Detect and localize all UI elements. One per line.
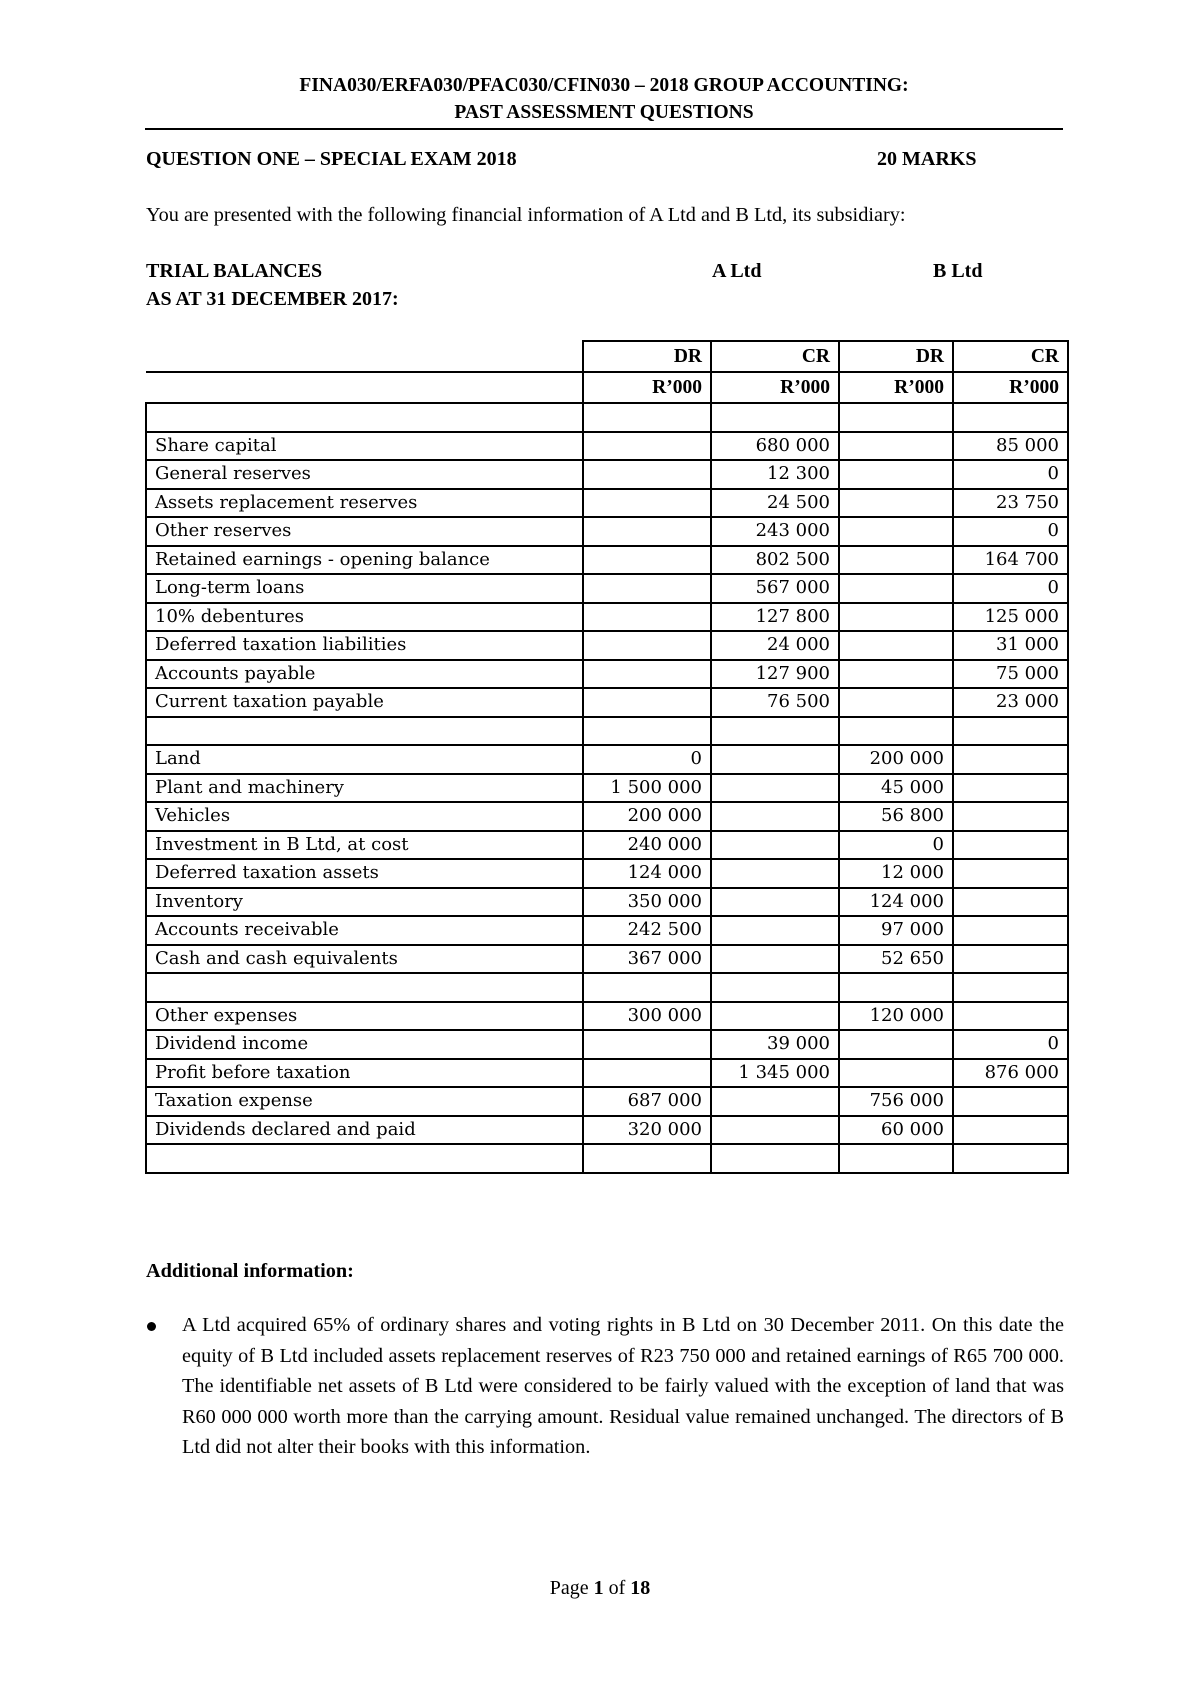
cell-b-cr — [953, 1087, 1068, 1116]
cell-b-cr: 164 700 — [953, 546, 1068, 575]
cell-a-cr: 802 500 — [711, 546, 839, 575]
cell-b-dr — [839, 432, 953, 461]
cell-b-cr — [953, 717, 1068, 746]
cell-a-cr: 39 000 — [711, 1030, 839, 1059]
row-label — [146, 717, 583, 746]
cell-b-cr — [953, 1002, 1068, 1031]
cell-a-cr: 12 300 — [711, 460, 839, 489]
cell-b-dr — [839, 1144, 953, 1173]
cell-a-dr — [583, 1030, 711, 1059]
cell-b-dr — [839, 403, 953, 432]
row-label: Deferred taxation assets — [146, 859, 583, 888]
question-marks: 20 MARKS — [877, 148, 977, 170]
additional-info-heading: Additional information: — [146, 1260, 354, 1282]
question-intro: You are presented with the following financial information of A Ltd and B Ltd, its subsidiary: — [146, 204, 906, 226]
page-total: 18 — [630, 1577, 651, 1599]
cell-a-cr — [711, 859, 839, 888]
row-label: Accounts payable — [146, 660, 583, 689]
cell-b-cr: 31 000 — [953, 631, 1068, 660]
row-label: Plant and machinery — [146, 774, 583, 803]
row-label: Cash and cash equivalents — [146, 945, 583, 974]
cell-a-cr: 1 345 000 — [711, 1059, 839, 1088]
table-row — [146, 574, 1068, 603]
cell-b-cr: 85 000 — [953, 432, 1068, 461]
table-row — [146, 489, 1068, 518]
cell-b-dr — [839, 631, 953, 660]
cell-b-dr — [839, 460, 953, 489]
additional-info-bullet-1: A Ltd acquired 65% of ordinary shares and voting rights in B Ltd on 30 December 2011. On this date the equity of B Ltd included assets replacement reserves of R23 750 000 and retained earnings of R65 700 000. The identifiable net assets of B Ltd were considered to be fairly valued with the exception of land that was R60 000 000 worth more than the carrying amount. Residual value remained unchanged. The directors of B Ltd did not alter their books with this information. — [182, 1314, 1064, 1458]
cell-b-cr: 876 000 — [953, 1059, 1068, 1088]
table-row — [146, 460, 1068, 489]
table-row — [146, 745, 1068, 774]
cell-b-cr — [953, 859, 1068, 888]
table-row — [146, 888, 1068, 917]
document-header-line2: PAST ASSESSMENT QUESTIONS — [454, 102, 754, 123]
cell-a-cr: 76 500 — [711, 688, 839, 717]
cell-b-cr — [953, 945, 1068, 974]
cell-b-cr: 0 — [953, 517, 1068, 546]
cell-a-cr: 24 500 — [711, 489, 839, 518]
cell-b-cr — [953, 1116, 1068, 1145]
cell-a-dr — [583, 1144, 711, 1173]
row-label: Deferred taxation liabilities — [146, 631, 583, 660]
cell-b-dr: 200 000 — [839, 745, 953, 774]
table-row — [146, 546, 1068, 575]
cell-b-cr — [953, 745, 1068, 774]
cell-a-dr: 240 000 — [583, 831, 711, 860]
cell-a-cr — [711, 774, 839, 803]
table-row — [146, 688, 1068, 717]
cell-a-dr — [583, 574, 711, 603]
row-label: Land — [146, 745, 583, 774]
header-divider — [145, 128, 1063, 130]
row-label: Dividend income — [146, 1030, 583, 1059]
table-row — [146, 1059, 1068, 1088]
a-dr-header: DR — [583, 341, 711, 372]
b-cr-header: CR — [953, 341, 1068, 372]
table-row — [146, 1116, 1068, 1145]
cell-b-cr — [953, 1144, 1068, 1173]
cell-b-cr — [953, 831, 1068, 860]
cell-a-cr — [711, 973, 839, 1002]
cell-b-dr — [839, 717, 953, 746]
b-dr-header: DR — [839, 341, 953, 372]
cell-a-dr: 350 000 — [583, 888, 711, 917]
cell-a-dr: 200 000 — [583, 802, 711, 831]
table-row — [146, 660, 1068, 689]
cell-a-dr: 687 000 — [583, 1087, 711, 1116]
row-label: Assets replacement reserves — [146, 489, 583, 518]
cell-b-cr: 23 750 — [953, 489, 1068, 518]
of-word: of — [608, 1577, 626, 1599]
table-row — [146, 774, 1068, 803]
cell-a-dr — [583, 1059, 711, 1088]
cell-b-dr — [839, 1059, 953, 1088]
cell-b-dr — [839, 688, 953, 717]
cell-a-dr — [583, 517, 711, 546]
cell-b-dr — [839, 973, 953, 1002]
trial-balance-date: AS AT 31 DECEMBER 2017: — [146, 288, 399, 310]
cell-a-cr — [711, 1087, 839, 1116]
cell-b-dr: 12 000 — [839, 859, 953, 888]
bullet-dot — [147, 1322, 156, 1331]
cell-b-cr — [953, 403, 1068, 432]
cell-b-dr: 56 800 — [839, 802, 953, 831]
row-label: General reserves — [146, 460, 583, 489]
cell-a-dr — [583, 631, 711, 660]
cell-a-cr: 567 000 — [711, 574, 839, 603]
cell-a-cr — [711, 831, 839, 860]
cell-b-dr — [839, 574, 953, 603]
page-footer — [0, 1577, 1200, 1600]
table-row — [146, 1087, 1068, 1116]
cell-a-dr — [583, 432, 711, 461]
page-number: 1 — [593, 1577, 604, 1599]
row-label: Retained earnings - opening balance — [146, 546, 583, 575]
a-cr-header: CR — [711, 341, 839, 372]
cell-a-cr: 24 000 — [711, 631, 839, 660]
cell-b-cr: 75 000 — [953, 660, 1068, 689]
cell-a-dr — [583, 489, 711, 518]
row-label: 10% debentures — [146, 603, 583, 632]
trial-balance-title: TRIAL BALANCES — [146, 260, 323, 282]
cell-a-dr — [583, 546, 711, 575]
cell-b-dr — [839, 517, 953, 546]
cell-a-dr — [583, 460, 711, 489]
cell-a-dr — [583, 688, 711, 717]
row-label: Current taxation payable — [146, 688, 583, 717]
cell-a-cr — [711, 916, 839, 945]
cell-b-cr: 0 — [953, 574, 1068, 603]
row-label: Inventory — [146, 888, 583, 917]
cell-a-cr: 127 800 — [711, 603, 839, 632]
cell-a-dr — [583, 973, 711, 1002]
table-row — [146, 603, 1068, 632]
table-row — [146, 1030, 1068, 1059]
cell-b-dr — [839, 660, 953, 689]
a-cr-unit: R’000 — [711, 372, 839, 403]
cell-b-dr: 52 650 — [839, 945, 953, 974]
table-unit-row — [146, 372, 1068, 403]
cell-b-dr — [839, 546, 953, 575]
table-row — [146, 973, 1068, 1002]
cell-b-cr — [953, 802, 1068, 831]
a-dr-unit: R’000 — [583, 372, 711, 403]
table-row — [146, 717, 1068, 746]
table-row — [146, 403, 1068, 432]
cell-a-dr: 300 000 — [583, 1002, 711, 1031]
cell-b-dr: 60 000 — [839, 1116, 953, 1145]
row-label — [146, 973, 583, 1002]
cell-a-cr: 680 000 — [711, 432, 839, 461]
cell-a-dr: 242 500 — [583, 916, 711, 945]
row-label: Dividends declared and paid — [146, 1116, 583, 1145]
cell-b-cr — [953, 888, 1068, 917]
cell-b-dr: 120 000 — [839, 1002, 953, 1031]
cell-a-cr — [711, 403, 839, 432]
cell-b-dr: 45 000 — [839, 774, 953, 803]
table-row — [146, 432, 1068, 461]
cell-a-dr — [583, 603, 711, 632]
cell-b-dr — [839, 489, 953, 518]
cell-a-dr: 1 500 000 — [583, 774, 711, 803]
cell-a-dr — [583, 717, 711, 746]
cell-b-dr — [839, 603, 953, 632]
cell-b-dr: 97 000 — [839, 916, 953, 945]
table-row — [146, 831, 1068, 860]
table-row — [146, 1002, 1068, 1031]
cell-a-cr: 243 000 — [711, 517, 839, 546]
table-header-row — [146, 341, 1068, 372]
b-dr-unit: R’000 — [839, 372, 953, 403]
cell-b-dr: 124 000 — [839, 888, 953, 917]
row-label — [146, 403, 583, 432]
table-row — [146, 916, 1068, 945]
row-label — [146, 1144, 583, 1173]
cell-b-cr: 0 — [953, 1030, 1068, 1059]
row-label: Other reserves — [146, 517, 583, 546]
cell-a-dr — [583, 660, 711, 689]
cell-a-cr — [711, 1002, 839, 1031]
cell-b-cr — [953, 916, 1068, 945]
cell-a-dr — [583, 403, 711, 432]
table-row — [146, 517, 1068, 546]
cell-b-cr — [953, 973, 1068, 1002]
table-row — [146, 859, 1068, 888]
cell-b-dr: 756 000 — [839, 1087, 953, 1116]
row-label: Long-term loans — [146, 574, 583, 603]
cell-b-cr: 125 000 — [953, 603, 1068, 632]
unit-blank-cell — [146, 372, 583, 403]
cell-a-cr — [711, 745, 839, 774]
table-row — [146, 802, 1068, 831]
cell-b-cr: 23 000 — [953, 688, 1068, 717]
cell-a-cr — [711, 1116, 839, 1145]
cell-b-dr — [839, 1030, 953, 1059]
cell-b-cr: 0 — [953, 460, 1068, 489]
row-label: Vehicles — [146, 802, 583, 831]
row-label: Other expenses — [146, 1002, 583, 1031]
page-word: Page — [549, 1577, 589, 1599]
cell-a-cr — [711, 717, 839, 746]
cell-a-cr — [711, 802, 839, 831]
header-blank-cell — [146, 341, 583, 372]
question-title: QUESTION ONE – SPECIAL EXAM 2018 — [146, 148, 517, 170]
company-b-label: B Ltd — [933, 260, 983, 282]
table-row — [146, 631, 1068, 660]
row-label: Investment in B Ltd, at cost — [146, 831, 583, 860]
document-header-line1: FINA030/ERFA030/PFAC030/CFIN030 – 2018 GROUP ACCOUNTING: — [299, 75, 909, 96]
cell-b-cr — [953, 774, 1068, 803]
row-label: Profit before taxation — [146, 1059, 583, 1088]
row-label: Taxation expense — [146, 1087, 583, 1116]
cell-a-dr: 124 000 — [583, 859, 711, 888]
cell-a-dr: 320 000 — [583, 1116, 711, 1145]
table-row — [146, 1144, 1068, 1173]
row-label: Share capital — [146, 432, 583, 461]
cell-a-cr — [711, 945, 839, 974]
cell-a-cr: 127 900 — [711, 660, 839, 689]
company-a-label: A Ltd — [712, 260, 762, 282]
trial-balance-table — [145, 340, 1069, 1174]
b-cr-unit: R’000 — [953, 372, 1068, 403]
cell-a-dr: 0 — [583, 745, 711, 774]
row-label: Accounts receivable — [146, 916, 583, 945]
cell-b-dr: 0 — [839, 831, 953, 860]
cell-a-dr: 367 000 — [583, 945, 711, 974]
cell-a-cr — [711, 888, 839, 917]
table-row — [146, 945, 1068, 974]
cell-a-cr — [711, 1144, 839, 1173]
